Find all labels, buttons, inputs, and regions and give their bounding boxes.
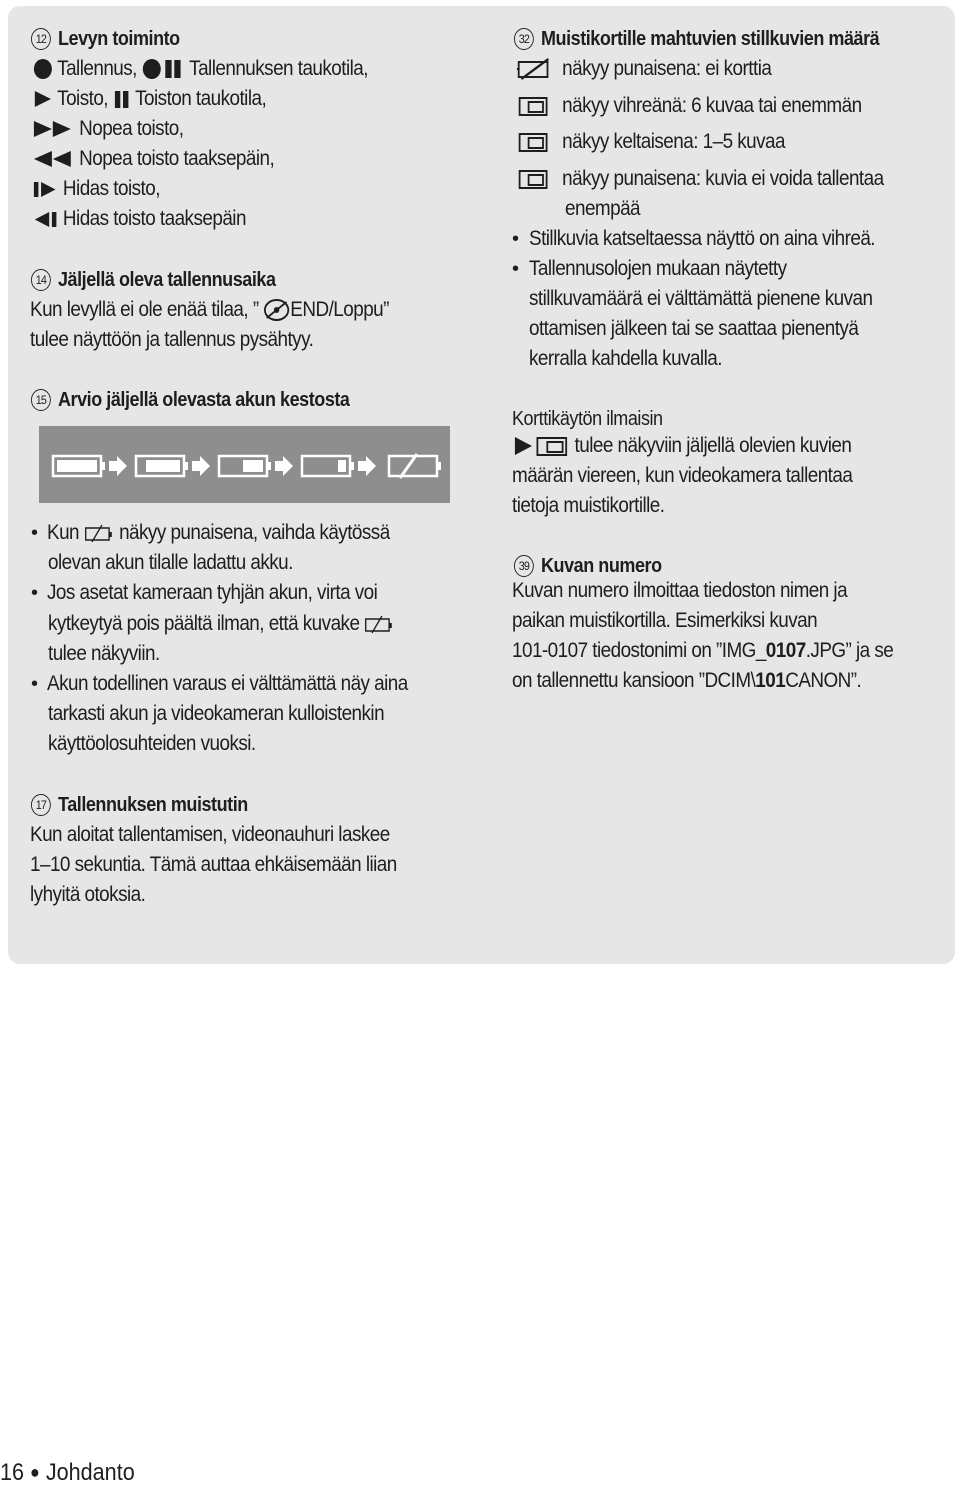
card-yellow-row: näkyy keltaisena: 1–5 kuvaa — [516, 127, 785, 157]
no-card-row: näkyy punaisena: ei korttia — [516, 54, 771, 84]
record-icon — [33, 58, 53, 80]
section-14-text: Kun levyllä ei ole enää tilaa, ” END/Loppu” — [30, 298, 389, 321]
play-line: Toisto, Toiston taukotila, — [33, 84, 266, 114]
pause-icon — [113, 88, 131, 110]
slow-reverse-icon — [33, 208, 58, 230]
section-32-heading — [514, 24, 879, 54]
page-footer: 16 ● Johdanto — [0, 1459, 135, 1486]
card-red-row: näkyy punaisena: kuvia ei voida tallentaa — [516, 164, 884, 194]
section-title: Levyn toiminto — [58, 28, 180, 50]
section-number: 39 — [514, 555, 534, 577]
memory-card-icon — [516, 94, 552, 118]
section-title: Muistikortille mahtuvien stillkuvien määrä — [541, 28, 880, 50]
section-12-heading — [31, 24, 180, 54]
section-title: Arvio jäljellä olevasta akun kestosta — [58, 389, 350, 411]
section-name: Johdanto — [45, 1459, 135, 1486]
section-14-heading — [31, 265, 276, 295]
card-green-row: näkyy vihreänä: 6 kuvaa tai enemmän — [516, 91, 862, 121]
rewind-icon — [33, 148, 74, 170]
no-card-icon — [516, 57, 552, 81]
memory-card-icon — [516, 130, 552, 154]
page-number: 16 — [0, 1459, 25, 1486]
battery-level-illustration — [39, 426, 450, 503]
bullet-empty-battery: Jos asetat kameraan tyhjän akun, virta voi — [47, 581, 378, 604]
section-number: 15 — [31, 389, 51, 411]
fast-forward-icon — [33, 118, 74, 140]
rewind-line: Nopea toisto taaksepäin, — [33, 144, 274, 174]
battery-empty-icon — [364, 614, 395, 634]
slow-play-icon — [33, 178, 58, 200]
disc-end-icon — [263, 298, 290, 322]
card-access-icon — [514, 434, 570, 458]
record-pause-icon — [142, 58, 185, 80]
section-number: 17 — [31, 794, 51, 816]
section-title: Tallennuksen muistutin — [58, 794, 248, 816]
slow-play-line: Hidas toisto, — [33, 174, 160, 204]
bullet-count: Tallennusolojen mukaan näytetty — [529, 257, 787, 280]
section-number: 12 — [31, 28, 51, 50]
fast-forward-line: Nopea toisto, — [33, 114, 183, 144]
battery-sequence — [39, 426, 450, 503]
section-15-heading — [31, 385, 350, 415]
slow-reverse-line: Hidas toisto taaksepäin — [33, 204, 246, 234]
section-14-text-2: tulee näyttöön ja tallennus pysähtyy. — [30, 328, 314, 351]
section-number: 14 — [31, 269, 51, 291]
section-title: Jäljellä oleva tallennusaika — [58, 269, 276, 291]
section-title: Kuvan numero — [541, 555, 662, 577]
memory-card-icon — [516, 167, 552, 191]
bullet-accuracy: Akun todellinen varaus ei välttämättä näy aina — [47, 672, 408, 695]
record-line: Tallennus, Tallennuksen taukotila, — [33, 54, 368, 84]
bullet-green: Stillkuvia katseltaessa näyttö on aina vihreä. — [529, 227, 876, 250]
play-icon — [33, 88, 53, 110]
card-access-title: Korttikäytön ilmaisin — [512, 408, 663, 430]
battery-empty-icon — [84, 523, 115, 543]
section-number: 32 — [514, 28, 534, 50]
section-17-heading — [31, 790, 248, 820]
bullet-battery-red: Kun näkyy punaisena, vaihda käytössä — [47, 521, 390, 544]
